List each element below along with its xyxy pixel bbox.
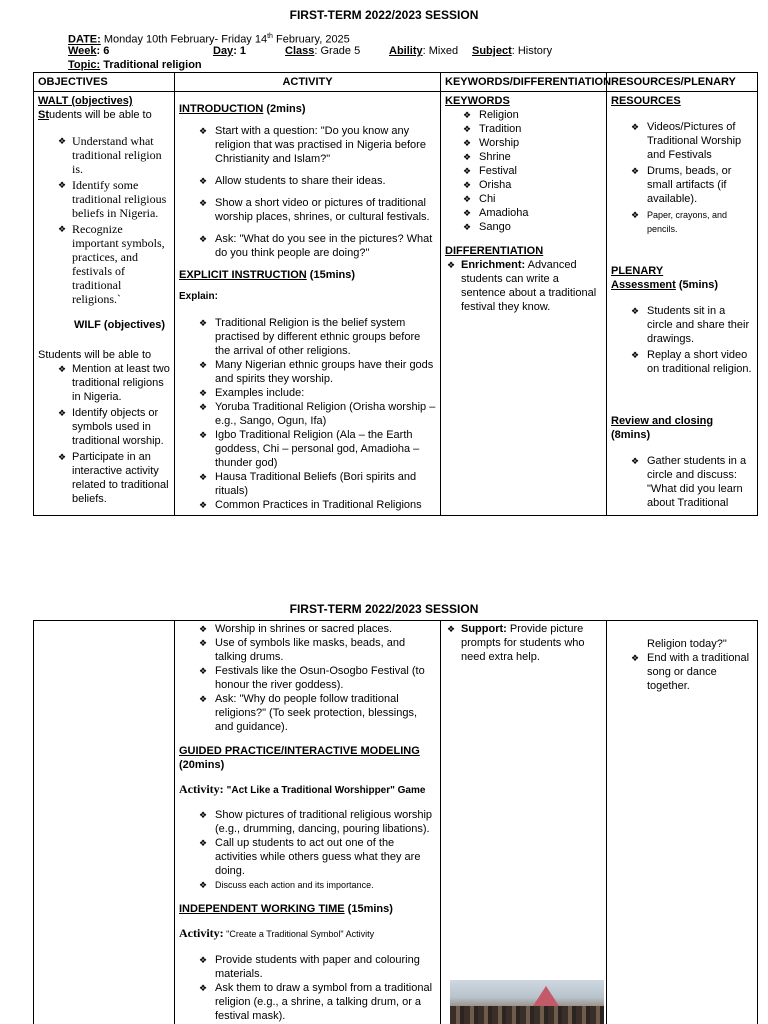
list-item: ❖ Start with a question: "Do you know any religion that was practised in Nigeria before Christianity and Islam?" (179, 124, 436, 166)
closing-list (611, 651, 753, 693)
activity-cell-continued (175, 621, 441, 1024)
list-item: ❖ Ask: "Why do people follow traditional religions?" (To seek protection, blessings, and guidance). (179, 692, 436, 734)
activity-cell (175, 92, 441, 516)
keywords-cell (441, 92, 607, 516)
festival-crowd-shape (450, 1006, 604, 1024)
list-item (445, 622, 602, 664)
wilf-list (38, 362, 170, 506)
list-item: ❖ Videos/Pictures of Traditional Worship and Festivals (611, 120, 753, 162)
independent-activity-name: "Create a Traditional Symbol" Activity (223, 929, 375, 939)
keywords-list (445, 108, 602, 234)
table-body-row (34, 92, 758, 516)
lesson-plan-table (33, 72, 758, 516)
list-item: ❖ Festivals like the Osun-Osogbo Festival (to honour the river goddess). (179, 664, 436, 692)
list-item: ❖ Drums, beads, or small artifacts (if available). (611, 164, 753, 206)
independent-activity-label: Activity: (179, 926, 224, 940)
class-field (285, 44, 360, 58)
list-item: ❖ Tradition (445, 122, 602, 136)
list-item: ❖ Many Nigerian ethnic groups have their gods and spirits they worship. (179, 358, 436, 386)
class-value: : Grade 5 (314, 45, 361, 57)
list-item: ❖ Allow students to share their ideas. (179, 174, 436, 188)
practices-list (179, 622, 436, 734)
independent-heading: INDEPENDENT WORKING TIME (179, 903, 345, 915)
keywords-cell-continued (441, 621, 607, 1024)
table-header-row (34, 73, 758, 92)
list-item: ❖ Shrine (445, 150, 602, 164)
review-time: (8mins) (611, 429, 651, 441)
wilf-heading: WILF (objectives) (74, 319, 166, 331)
list-item: ❖ Identify some traditional religious beliefs in Nigeria. (38, 178, 170, 220)
support-text: Provide picture prompts for students who need extra help. (461, 623, 585, 663)
subject-label: Subject (472, 45, 512, 57)
session-title: FIRST-TERM 2022/2023 SESSION (289, 8, 479, 22)
list-item: ❖ Discuss each action and its importance. (179, 878, 436, 892)
guided-activity-line (179, 782, 436, 798)
assessment-list (611, 304, 753, 376)
guided-heading: GUIDED PRACTICE/INTERACTIVE MODELING (179, 745, 420, 757)
list-item: ❖ Festival (445, 164, 602, 178)
list-item: ❖ Participate in an interactive activity related to traditional beliefs. (38, 450, 170, 506)
header-objectives: OBJECTIVES (34, 73, 175, 92)
ability-label: Ability (389, 45, 423, 57)
list-item: ❖ Students sit in a circle and share their drawings. (611, 304, 753, 346)
assessment-time: (5mins) (675, 279, 719, 291)
walt-intro-underlined: St (38, 109, 49, 121)
objectives-cell-continued (34, 621, 175, 1024)
date-tail: February, 2025 (272, 33, 350, 46)
walt-intro-rest: udents will be able to (49, 109, 152, 121)
list-item: ❖ Ask: "What do you see in the pictures? What do you think people are doing?" (179, 232, 436, 260)
list-item: ❖ Igbo Traditional Religion (Ala – the Earth goddess, Chi – personal god, Amadioha – thunder god) (179, 428, 436, 470)
topic-label: Topic: (68, 59, 101, 71)
list-item: ❖ Chi (445, 192, 602, 206)
list-item: ❖ Amadioha (445, 206, 602, 220)
list-item: ❖ Mention at least two traditional religions in Nigeria. (38, 362, 170, 404)
support-label: Support: (461, 623, 507, 635)
explicit-heading-line (179, 268, 436, 282)
review-line (611, 414, 753, 442)
list-item: ❖ Common Practices in Traditional Religions (179, 498, 436, 512)
differentiation-list (445, 258, 602, 314)
list-item: ❖ Provide students with paper and colouring materials. (179, 953, 436, 981)
list-item: ❖ Yoruba Traditional Religion (Orisha worship – e.g., Sango, Ogun, Ifa) (179, 400, 436, 428)
independent-list (179, 953, 436, 1023)
week-label: Week (68, 45, 97, 57)
day-field (213, 44, 246, 58)
support-list (445, 622, 602, 664)
ability-field (389, 44, 458, 58)
explicit-heading: EXPLICIT INSTRUCTION (179, 269, 307, 281)
explicit-list (179, 316, 436, 512)
assessment-line (611, 278, 753, 292)
independent-heading-line (179, 902, 436, 916)
explain-label: Explain: (179, 291, 218, 302)
day-label: Day (213, 45, 234, 57)
keywords-heading: KEYWORDS (445, 95, 510, 107)
resources-heading: RESOURCES (611, 95, 681, 107)
week-value: : 6 (96, 45, 110, 57)
wilf-intro: Students will be able to (38, 349, 152, 361)
list-item: ❖ Worship in shrines or sacred places. (179, 622, 436, 636)
subject-field (472, 44, 552, 58)
header-keywords: KEYWORDS/DIFFERENTIATION (441, 73, 607, 92)
walt-list (38, 134, 170, 306)
list-item: ❖ Identify objects or symbols used in traditional worship. (38, 406, 170, 448)
walt-intro (38, 108, 170, 122)
topic-value: Traditional religion (100, 59, 202, 71)
list-item: ❖ Use of symbols like masks, beads, and talking drums. (179, 636, 436, 664)
assessment-label: Assessment (611, 279, 676, 291)
lesson-plan-table-continued (33, 620, 758, 1024)
review-continued-text: Religion today?" (647, 638, 727, 650)
topic-field (68, 58, 202, 72)
ability-value: : Mixed (422, 45, 459, 57)
guided-activity-name: "Act Like a Traditional Worshipper" Game (226, 785, 426, 796)
resources-list (611, 120, 753, 236)
guided-list (179, 808, 436, 892)
list-item: ❖ Ask them to draw a symbol from a traditional religion (e.g., a shrine, a talking drum, or a festival mask). (179, 981, 436, 1023)
enrichment-label: Enrichment: (461, 259, 526, 271)
list-item (445, 258, 602, 314)
guided-heading-line (179, 744, 436, 772)
class-label: Class (285, 45, 315, 57)
subject-value: : History (511, 45, 553, 57)
differentiation-heading: DIFFERENTIATION (445, 245, 544, 257)
festival-photo (450, 980, 604, 1024)
intro-heading-line (179, 102, 436, 116)
list-item: ❖ Paper, crayons, and pencils. (611, 208, 753, 236)
resources-cell-continued (607, 621, 758, 1024)
list-item: ❖ Hausa Traditional Beliefs (Bori spirits and rituals) (179, 470, 436, 498)
header-activity: ACTIVITY (175, 73, 441, 92)
header-resources: RESOURCES/PLENARY (607, 73, 758, 92)
list-item: ❖ Gather students in a circle and discuss: "What did you learn about Traditional (611, 454, 753, 510)
list-item: ❖ Understand what traditional religion is. (38, 134, 170, 176)
table-body-row (34, 621, 758, 1024)
resources-cell (607, 92, 758, 516)
plenary-heading: PLENARY (611, 265, 664, 277)
date-label: DATE: (68, 33, 101, 46)
list-item: ❖ Call up students to act out one of the activities while others guess what they are doing. (179, 836, 436, 878)
list-item: ❖ Religion (445, 108, 602, 122)
list-item: ❖ Replay a short video on traditional religion. (611, 348, 753, 376)
list-item: ❖ Show a short video or pictures of traditional worship places, shrines, or cultural festivals. (179, 196, 436, 224)
week-field (68, 44, 109, 58)
objectives-cell (34, 92, 175, 516)
list-item: ❖ Examples include: (179, 386, 436, 400)
guided-time: (20mins) (179, 759, 225, 771)
intro-list (179, 124, 436, 260)
lesson-meta (68, 30, 748, 72)
list-item: ❖ Recognize important symbols, practices, and festivals of traditional religions.` (38, 222, 170, 306)
independent-activity-line (179, 926, 436, 941)
date-sup: th (267, 33, 273, 40)
list-item: ❖ Sango (445, 220, 602, 234)
enrichment-text: Advanced students can write a sentence about a traditional festival they know. (461, 259, 597, 313)
independent-time: (15mins) (344, 903, 393, 915)
explicit-time: (15mins) (306, 269, 356, 281)
review-list (611, 454, 753, 510)
list-item: ❖ Worship (445, 136, 602, 150)
day-value: : 1 (233, 45, 247, 57)
session-title: FIRST-TERM 2022/2023 SESSION (289, 602, 479, 616)
guided-activity-label: Activity: (179, 782, 227, 796)
list-item: ❖ Show pictures of traditional religious worship (e.g., drumming, dancing, pouring libations). (179, 808, 436, 836)
list-item: ❖ Orisha (445, 178, 602, 192)
page-two (0, 596, 768, 1024)
date-value: Monday 10th February- Friday 14 (100, 33, 268, 46)
intro-time: (2mins) (263, 103, 306, 115)
walt-heading: WALT (objectives) (38, 95, 133, 107)
intro-heading: INTRODUCTION (179, 103, 264, 115)
review-label: Review and closing (611, 415, 714, 427)
list-item: ❖ End with a traditional song or dance together. (611, 651, 753, 693)
list-item: ❖ Traditional Religion is the belief system practised by different ethnic groups before the arrival of other religions. (179, 316, 436, 358)
